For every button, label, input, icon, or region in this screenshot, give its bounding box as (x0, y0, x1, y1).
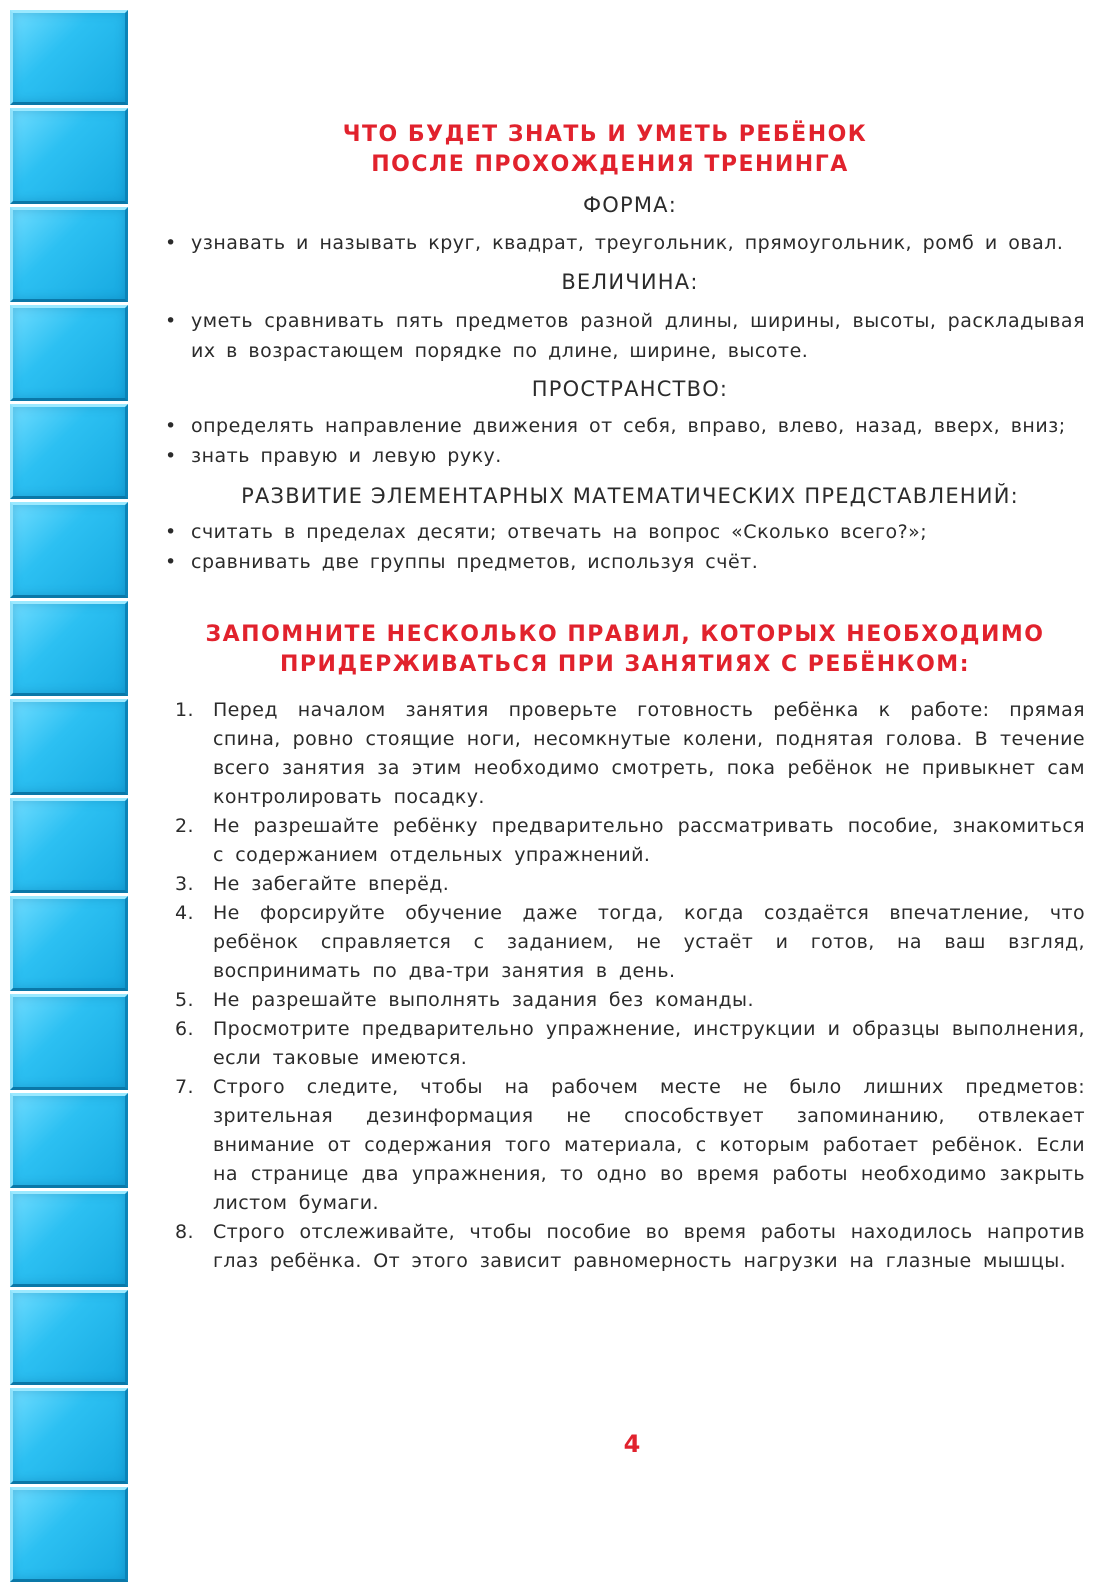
section2-title-line2: ПРИДЕРЖИВАТЬСЯ ПРИ ЗАНЯТИЯХ С РЕБЁНКОМ: (280, 652, 970, 677)
list-item (175, 1073, 1085, 1218)
item-text: Не забегайте вперёд. (213, 873, 450, 895)
list-item (175, 812, 1085, 870)
blue-tile (10, 1191, 128, 1286)
section1-title-line2: ПОСЛЕ ПРОХОЖДЕНИЯ ТРЕНИНГА (371, 152, 849, 177)
matem-list (165, 517, 1085, 577)
item-number: 8. (175, 1221, 194, 1243)
item-text: Перед началом занятия проверьте готовность ребёнка к работе: прямая спина, ровно стоящие ноги, несомкнутые колени, поднятая голова. В течение всего занятия за этим необходимо смотреть, пока ребёнок не привыкнет сам контролировать посадку. (213, 699, 1085, 808)
blue-tile (10, 502, 128, 597)
bullet-icon: • (165, 445, 177, 467)
blue-tile (10, 798, 128, 893)
item-number: 1. (175, 699, 194, 721)
prostranstvo-list (165, 411, 1085, 471)
item-number: 4. (175, 902, 194, 924)
list-item (175, 1218, 1085, 1276)
rules-list (175, 696, 1085, 1276)
list-item (175, 986, 1085, 1015)
prostranstvo-heading: ПРОСТРАНСТВО: (531, 377, 729, 401)
list-item (175, 870, 1085, 899)
section2-title (165, 620, 1085, 680)
item-number: 3. (175, 873, 194, 895)
section1-title (165, 120, 1085, 180)
decorative-tile-strip (10, 10, 128, 1585)
list-item: • считать в пределах десяти; отвечать на вопрос «Сколько всего?»; (165, 517, 1085, 547)
list-item: • узнавать и называть круг, квадрат, треугольник, прямоугольник, ромб и овал. (165, 228, 1085, 258)
item-text: Не форсируйте обучение даже тогда, когда создаётся впечатление, что ребёнок справляется с заданием, не устаёт и готов, на ваш взгляд, воспринимать по два-три занятия в день. (213, 902, 1085, 982)
bullet-icon: • (165, 232, 177, 254)
velichina-heading: ВЕЛИЧИНА: (561, 270, 699, 294)
blue-tile (10, 404, 128, 499)
blue-tile (10, 994, 128, 1089)
list-item: • знать правую и левую руку. (165, 441, 1085, 471)
item-text: Не разрешайте выполнять задания без команды. (213, 989, 754, 1011)
list-item (175, 1015, 1085, 1073)
blue-tile (10, 896, 128, 991)
item-text: Строго отслеживайте, чтобы пособие во время работы находилось напротив глаз ребёнка. От этого зависит равномерность нагрузки на глазные мышцы. (213, 1221, 1085, 1272)
section1-title-line1: ЧТО БУДЕТ ЗНАТЬ И УМЕТЬ РЕБЁНОК (342, 122, 868, 147)
matem-heading: РАЗВИТИЕ ЭЛЕМЕНТАРНЫХ МАТЕМАТИЧЕСКИХ ПРЕДСТАВЛЕНИЙ: (241, 484, 1019, 508)
blue-tile (10, 601, 128, 696)
list-item: • определять направление движения от себя, вправо, влево, назад, вверх, вниз; (165, 411, 1085, 441)
blue-tile (10, 207, 128, 302)
forma-list (165, 228, 1085, 258)
item-number: 5. (175, 989, 194, 1011)
list-item: • уметь сравнивать пять предметов разной длины, ширины, высоты, раскладывая их в возрастающем порядке по длине, ширине, высоте. (165, 306, 1085, 366)
section2-title-line1: ЗАПОМНИТЕ НЕСКОЛЬКО ПРАВИЛ, КОТОРЫХ НЕОБХОДИМО (205, 622, 1045, 647)
forma-heading: ФОРМА: (582, 193, 678, 217)
blue-tile (10, 1093, 128, 1188)
blue-tile (10, 1487, 128, 1582)
page-number: 4 (623, 1430, 641, 1458)
item-text: Строго следите, чтобы на рабочем месте не было лишних предметов: зрительная дезинформация не способствует запоминанию, отвлекает внимание от содержания того материала, с которым работает ребёнок. Если на странице два упражнения, то одно во время работы необходимо закрыть листом бумаги. (213, 1076, 1085, 1214)
blue-tile (10, 10, 128, 105)
blue-tile (10, 1388, 128, 1483)
list-item: • сравнивать две группы предметов, используя счёт. (165, 547, 1085, 577)
bullet-icon: • (165, 521, 177, 543)
list-item (175, 899, 1085, 986)
item-text: Не разрешайте ребёнку предварительно рассматривать пособие, знакомиться с содержанием отдельных упражнений. (213, 815, 1085, 866)
blue-tile (10, 1290, 128, 1385)
blue-tile (10, 108, 128, 203)
bullet-icon: • (165, 310, 177, 332)
item-text: Просмотрите предварительно упражнение, инструкции и образцы выполнения, если таковые имеются. (213, 1018, 1085, 1069)
item-number: 6. (175, 1018, 194, 1040)
item-number: 7. (175, 1076, 194, 1098)
item-number: 2. (175, 815, 194, 837)
bullet-icon: • (165, 415, 177, 437)
blue-tile (10, 305, 128, 400)
velichina-list (165, 306, 1085, 366)
bullet-icon: • (165, 551, 177, 573)
blue-tile (10, 699, 128, 794)
list-item (175, 696, 1085, 812)
